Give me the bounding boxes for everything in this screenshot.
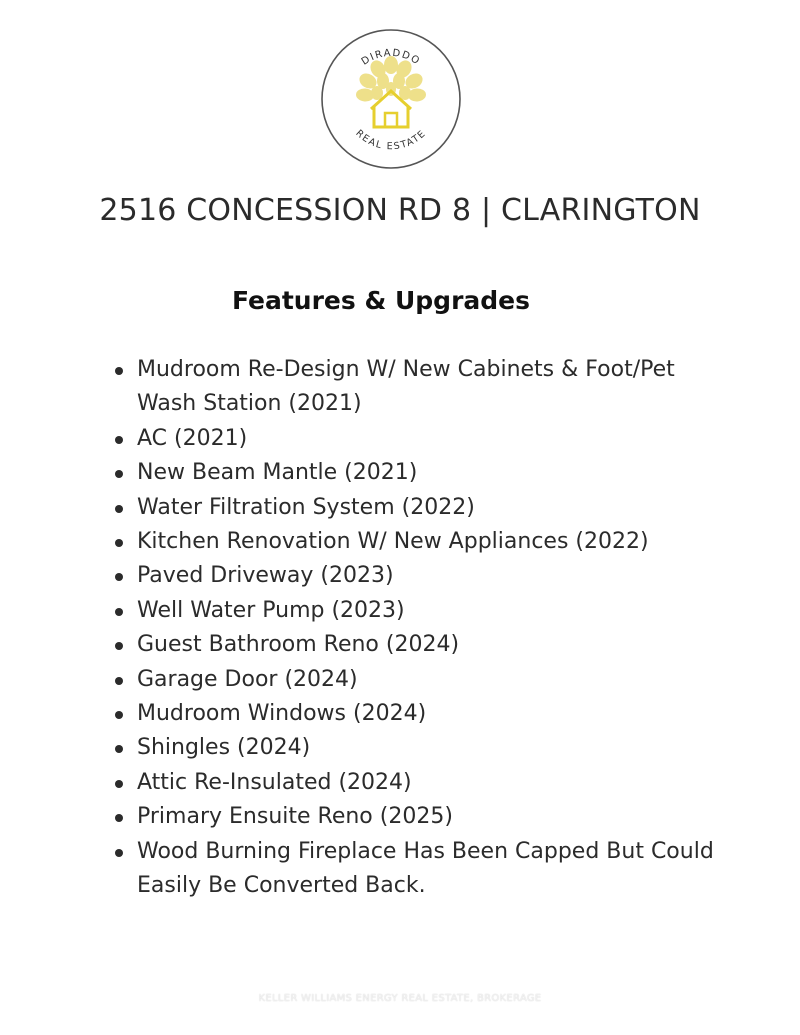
list-item-text: Primary Ensuite Reno (2025) xyxy=(137,804,453,830)
logo-bottom-text: REAL ESTATE xyxy=(353,127,429,153)
bullet-icon xyxy=(115,470,123,478)
list-item-text: Mudroom Windows (2024) xyxy=(137,701,427,727)
list-item-text: Mudroom Re-Design W/ New Cabinets & Foot/Pet Wash Station (2021) xyxy=(137,357,675,417)
list-item xyxy=(137,731,717,765)
list-item-text: Well Water Pump (2023) xyxy=(137,597,405,623)
list-item-text: Garage Door (2024) xyxy=(137,666,358,692)
bullet-icon xyxy=(115,849,123,857)
bullet-icon xyxy=(115,745,123,753)
list-item xyxy=(137,628,717,662)
bullet-icon xyxy=(115,539,123,547)
logo-top-text: DIRADDO xyxy=(359,47,423,68)
bullet-icon xyxy=(115,573,123,581)
bullet-icon xyxy=(115,642,123,650)
list-item xyxy=(137,456,717,490)
list-item-text: Paved Driveway (2023) xyxy=(137,563,394,589)
property-address: 2516 CONCESSION RD 8 | CLARINGTON xyxy=(99,193,701,228)
list-item-text: Shingles (2024) xyxy=(137,735,311,761)
bullet-icon xyxy=(115,436,123,444)
bullet-icon xyxy=(115,711,123,719)
list-item-text: Kitchen Renovation W/ New Appliances (2022) xyxy=(137,529,649,555)
bullet-icon xyxy=(115,367,123,375)
list-item-text: Attic Re-Insulated (2024) xyxy=(137,769,412,795)
bullet-icon xyxy=(115,608,123,616)
brokerage-footer: KELLER WILLIAMS ENERGY REAL ESTATE, BROKERAGE xyxy=(258,993,542,1004)
list-item xyxy=(137,525,717,559)
tree-house-logo-icon xyxy=(319,27,463,171)
features-heading: Features & Upgrades xyxy=(231,286,531,315)
brand-logo xyxy=(319,27,463,171)
bullet-icon xyxy=(115,505,123,513)
list-item-text: Wood Burning Fireplace Has Been Capped But Could Easily Be Converted Back. xyxy=(137,838,714,899)
list-item-text: Water Filtration System (2022) xyxy=(137,494,475,520)
list-item xyxy=(137,353,717,422)
bullet-icon xyxy=(115,814,123,822)
bullet-icon xyxy=(115,677,123,685)
list-item xyxy=(137,559,717,593)
list-item xyxy=(137,594,717,628)
list-item xyxy=(137,766,717,800)
list-item-text: New Beam Mantle (2021) xyxy=(137,460,418,486)
list-item xyxy=(137,835,717,904)
svg-text:REAL ESTATE xyxy=(353,128,428,152)
list-item xyxy=(137,697,717,731)
bullet-icon xyxy=(115,780,123,788)
list-item-text: Guest Bathroom Reno (2024) xyxy=(137,632,460,658)
list-item xyxy=(137,663,717,697)
list-item xyxy=(137,422,717,456)
list-item-text: AC (2021) xyxy=(137,425,248,451)
features-list xyxy=(137,353,717,904)
list-item xyxy=(137,800,717,834)
list-item xyxy=(137,491,717,525)
